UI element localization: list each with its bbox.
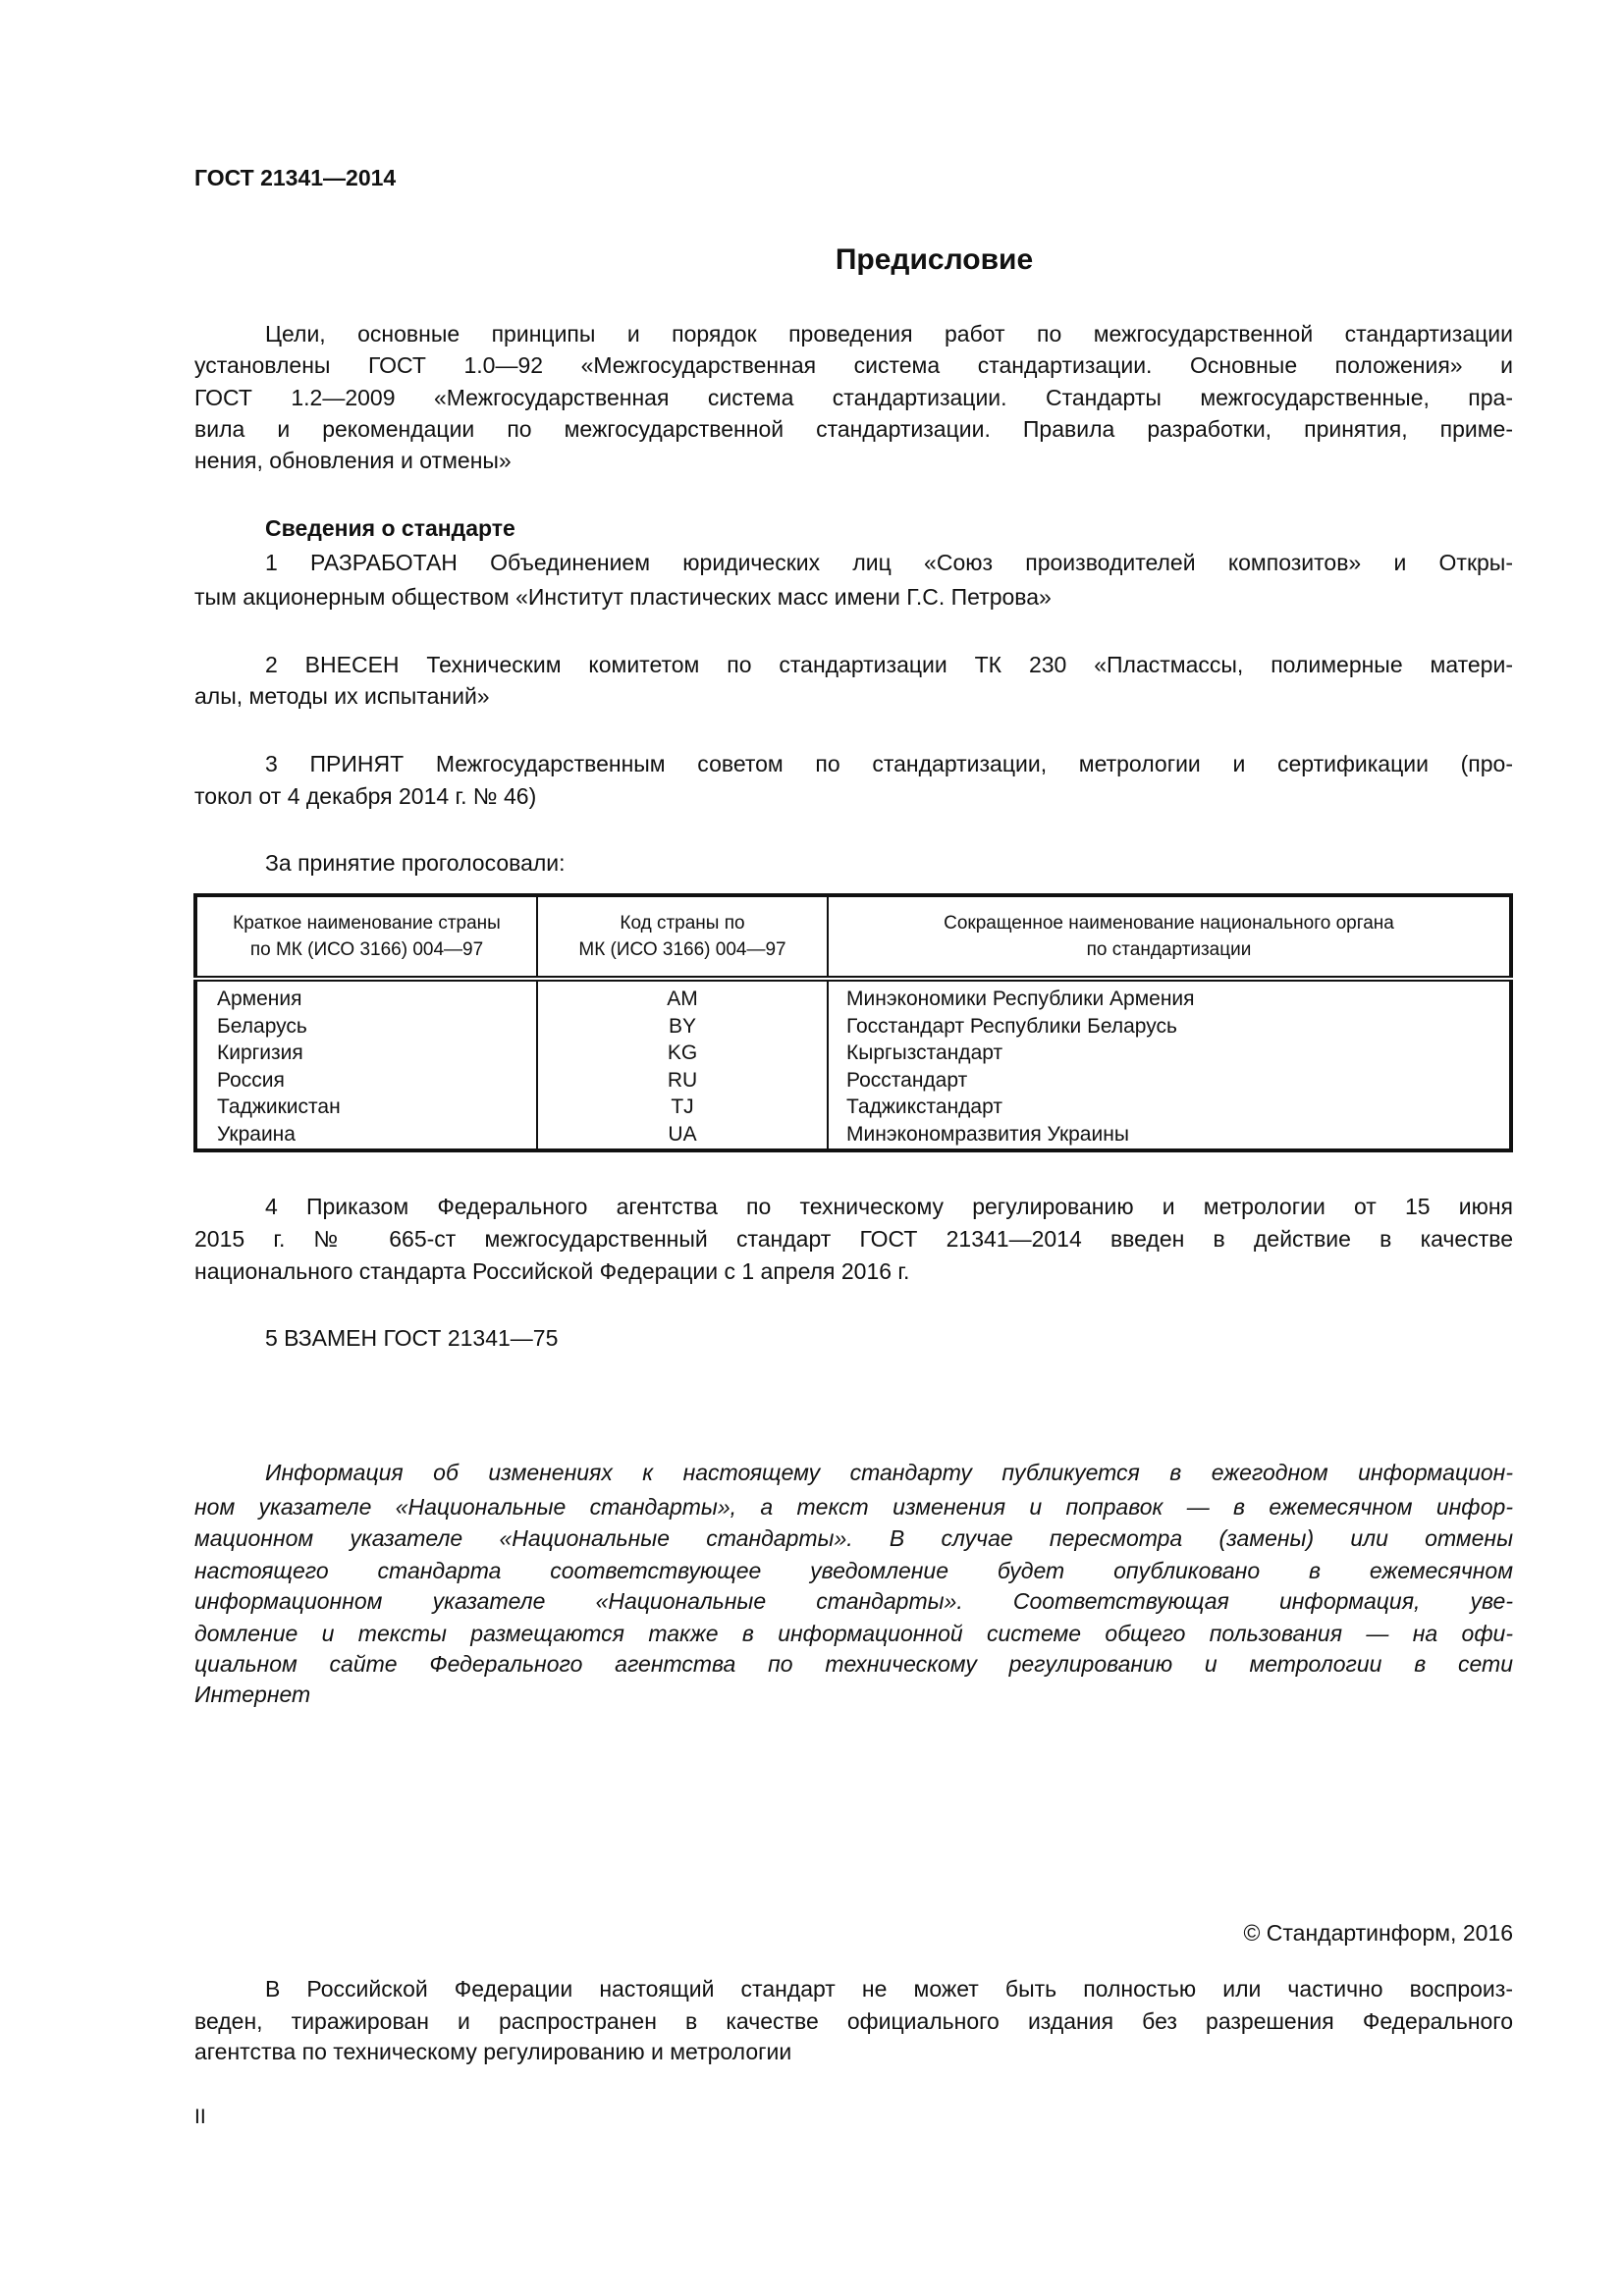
- text-line: домление и тексты размещаются также в информационной системе общего пользования — на офи-: [194, 1621, 1513, 1646]
- column-header-country: Краткое наименование страны по МК (ИСО 3166) 004—97: [195, 895, 537, 979]
- text-line: тым акционерным обществом «Институт пластических масс имени Г.С. Петрова»: [194, 584, 1052, 610]
- body-cell: Минэкономики Республики Армения Госстандарт Республики Беларусь Кыргызстандарт Росстандарт Таджикстандарт Минэкономразвития Украины: [846, 988, 1195, 1146]
- text-line: 3 ПРИНЯТ Межгосударственным советом по стандартизации, метрологии и сертификации (про-: [265, 751, 1513, 776]
- text-line: В Российской Федерации настоящий стандарт не может быть полностью или частично воспроиз-: [265, 1976, 1513, 2002]
- text-line: циальном сайте Федерального агентства по техническому регулированию и метрологии в сети: [194, 1651, 1513, 1677]
- text-line: ГОСТ 1.2—2009 «Межгосударственная система стандартизации. Стандарты межгосударственные, пра-: [194, 385, 1513, 410]
- text-line: токол от 4 декабря 2014 г. № 46): [194, 783, 537, 809]
- section-heading: Сведения о стандарте: [265, 515, 515, 541]
- copyright: © Стандартинформ, 2016: [1243, 1920, 1513, 1946]
- voting-table: [193, 893, 1513, 1152]
- column-header-code: Код страны по МК (ИСО 3166) 004—97: [537, 895, 828, 979]
- item-5: 5 ВЗАМЕН ГОСТ 21341—75: [265, 1325, 559, 1351]
- text-line: 2015 г. № 665-ст межгосударственный стандарт ГОСТ 21341—2014 введен в действие в качестве: [194, 1226, 1513, 1252]
- text-line: вила и рекомендации по межгосударственной стандартизации. Правила разработки, принятия, приме-: [194, 416, 1513, 442]
- page-title: Предисловие: [835, 243, 1034, 276]
- column-header-body: Сокращенное наименование национального органа по стандартизации: [828, 895, 1511, 979]
- text-line: национального стандарта Российской Федерации с 1 апреля 2016 г.: [194, 1258, 910, 1284]
- text-line: Цели, основные принципы и порядок проведения работ по межгосударственной стандартизации: [265, 321, 1513, 347]
- text-line: алы, методы их испытаний»: [194, 683, 490, 709]
- text-line: настоящего стандарта соответствующее уведомление будет опубликовано в ежемесячном: [194, 1558, 1513, 1583]
- text-line: информационном указателе «Национальные стандарты». Соответствующая информация, уве-: [194, 1588, 1513, 1614]
- text-line: веден, тиражирован и распространен в качестве официального издания без разрешения Федерального: [194, 2008, 1513, 2034]
- code-cell: AM BY KG RU TJ UA: [537, 979, 828, 1150]
- text-line: установлены ГОСТ 1.0—92 «Межгосударственная система стандартизации. Основные положения» и: [194, 352, 1513, 378]
- text-line: ном указателе «Национальные стандарты», а текст изменения и поправок — в ежемесячном инфор-: [194, 1494, 1513, 1520]
- text-line: 2 ВНЕСЕН Техническим комитетом по стандартизации ТК 230 «Пластмассы, полимерные матери-: [265, 652, 1513, 677]
- text-line: агентства по техническому регулированию и метрологии: [194, 2039, 792, 2064]
- text-line: Интернет: [194, 1682, 311, 1707]
- text-line: нения, обновления и отмены»: [194, 448, 512, 473]
- table-header-row: [195, 895, 1511, 979]
- page-number: II: [194, 2106, 206, 2128]
- vote-label: За принятие проголосовали:: [265, 850, 566, 876]
- table-row: [195, 979, 1511, 1150]
- text-line: мационном указателе «Национальные стандарты». В случае пересмотра (замены) или отмены: [194, 1525, 1513, 1551]
- text-line: 4 Приказом Федерального агентства по техническому регулированию и метрологии от 15 июня: [265, 1194, 1513, 1219]
- country-cell: Армения Беларусь Киргизия Россия Таджикистан Украина: [195, 979, 537, 1150]
- text-line: 1 РАЗРАБОТАН Объединением юридических лиц «Союз производителей композитов» и Откры-: [265, 550, 1513, 575]
- document-code: ГОСТ 21341—2014: [194, 165, 397, 190]
- text-line: Информация об изменениях к настоящему стандарту публикуется в ежегодном информацион-: [265, 1460, 1513, 1485]
